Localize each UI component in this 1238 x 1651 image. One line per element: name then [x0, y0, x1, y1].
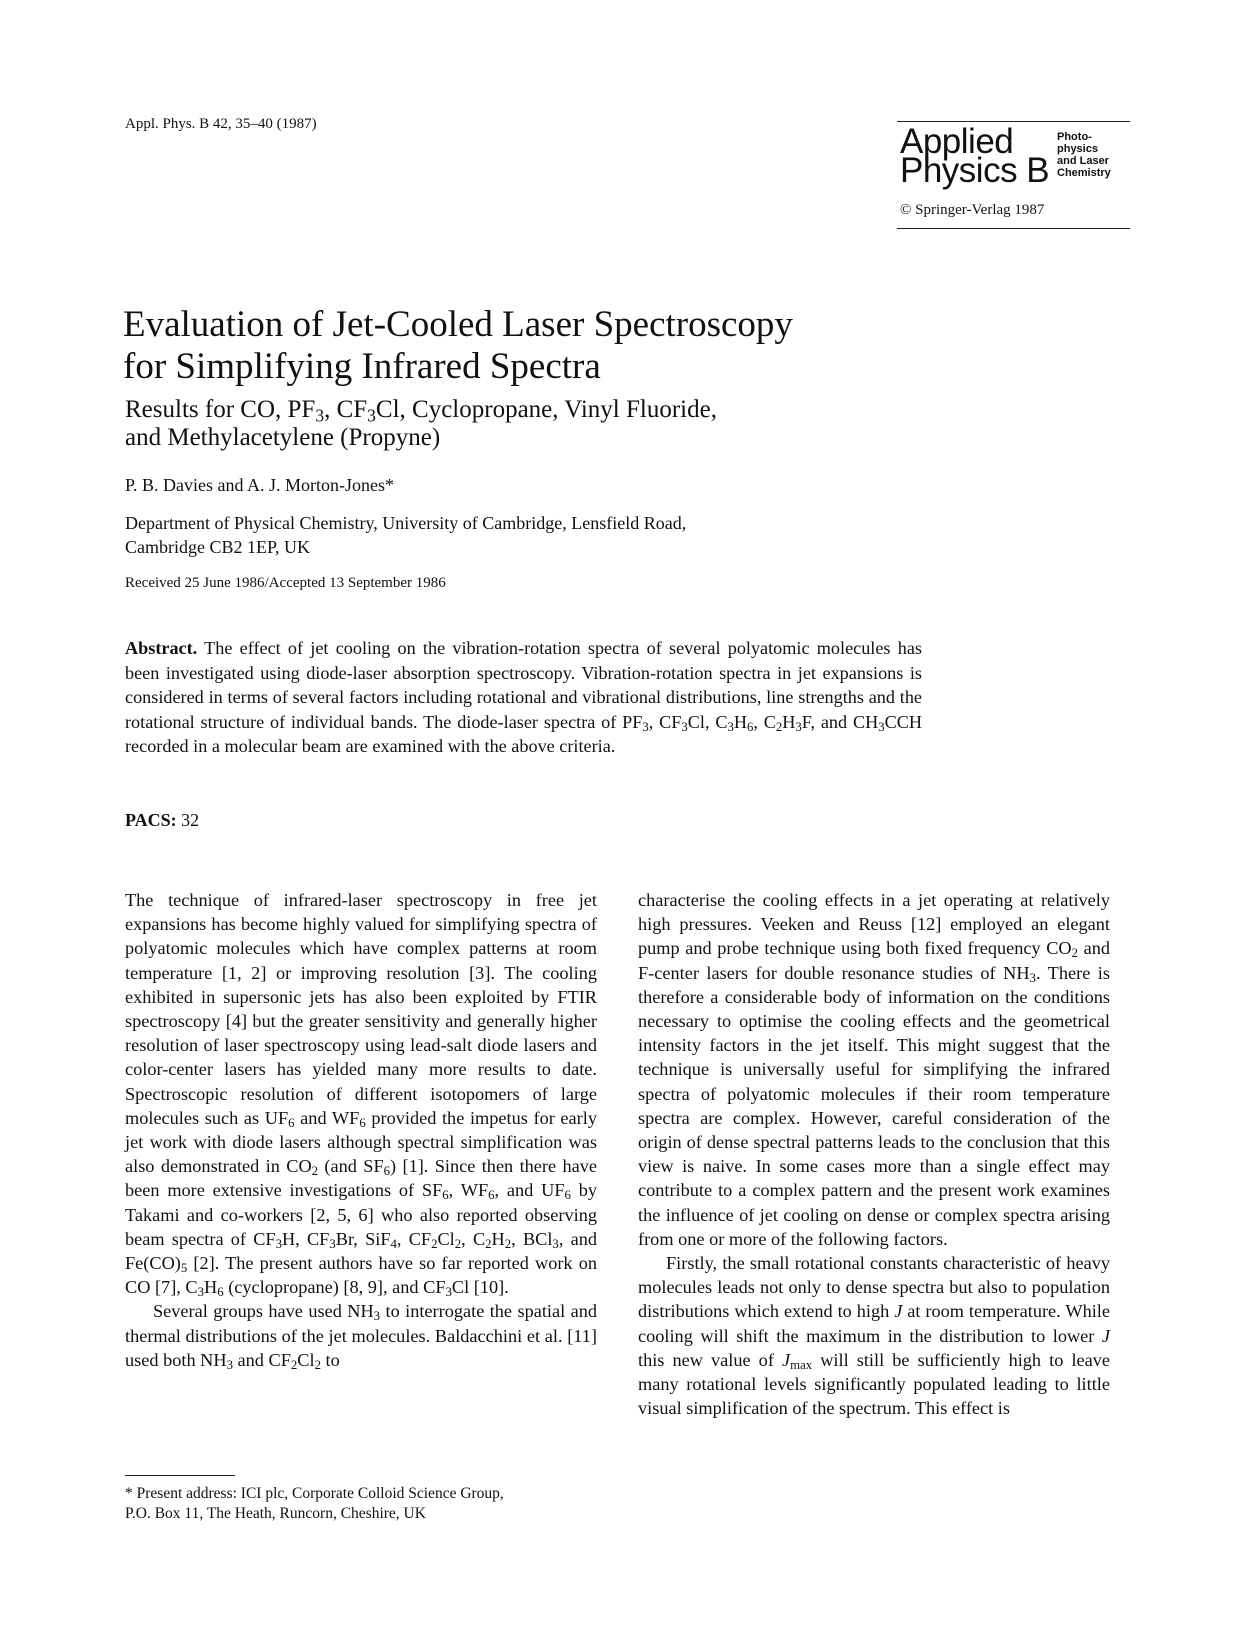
authors: P. B. Davies and A. J. Morton-Jones*: [125, 475, 394, 495]
footnote-line: P.O. Box 11, The Heath, Runcorn, Cheshire, UK: [125, 1505, 426, 1522]
paragraph: characterise the cooling effects in a jet operating at relatively high pressures. Veeken and Reuss [12] employed an elegant pump and probe technique using both fixed frequency $CO_2$ and F-center lasers for double resonance studies of $NH_3$. There is therefore a considerable body of information on the conditions necessary to optimise the cooling effects and the geometrical intensity factors in the jet itself. This might suggest that the technique is universally useful for simplifying the infrared spectra of polyatomic molecules if their room temperature spectra are complex. However, careful consideration of the origin of dense spectral patterns leads to the conclusion that this view is naive. In some cases more than a single effect may contribute to a complex pattern and the present work examines the influence of jet cooling on dense or complex spectra arising from one or more of the following factors.: [638, 890, 1110, 1249]
title-line: Evaluation of Jet-Cooled Laser Spectroscopy: [123, 304, 793, 345]
paragraph: Firstly, the small rotational constants characteristic of heavy molecules leads not only to dense spectra but also to population distributions which extend to high J at room temperature. While cooling will shift the maximum in the distribution to lower J this new value of $J_{max}$ will still be sufficiently high to leave many rotational levels significantly populated leading to little visual simplification of the spectrum. This effect is: [638, 1253, 1111, 1419]
affiliation-line: Cambridge CB2 1EP, UK: [125, 537, 311, 557]
affiliation: [125, 511, 885, 559]
received-dates: Received 25 June 1986/Accepted 13 September 1986: [125, 575, 446, 591]
copyright: © Springer-Verlag 1987: [900, 202, 1045, 218]
pacs-value: 32: [181, 810, 200, 830]
journal-name: [900, 122, 1050, 190]
title-line: for Simplifying Infrared Spectra: [123, 346, 601, 387]
journal-name-line2: Physics B: [900, 151, 1050, 190]
body-column-right: [638, 888, 1110, 1420]
citation: Appl. Phys. B 42, 35–40 (1987): [125, 116, 317, 132]
paper-subtitle: Results for CO, $PF_3$, $CF_3Cl$, Cyclopropane, Vinyl Fluoride, and Methylacetylene (Propyne): [125, 396, 717, 451]
body-column-left: [125, 888, 597, 1372]
journal-subtitle-line: Chemistry: [1057, 167, 1111, 179]
journal-subtitle: [1057, 131, 1111, 179]
abstract: Abstract. The effect of jet cooling on the vibration-rotation spectra of several polyatomic molecules has been investigated using diode-laser absorption spectroscopy. Vibration-rotation spectra in jet expansions is considered in terms of several factors including rotational and vibrational distributions, line strengths and the rotational structure of individual bands. The diode-laser spectra of $PF_3$, $CF_3Cl$, $C_3H_6$, $C_2H_3F$, and $CH_3CCH$ recorded in a molecular beam are examined with the above criteria.: [125, 638, 922, 756]
journal-subtitle-line: Photo-: [1057, 131, 1092, 143]
pacs: [125, 810, 199, 831]
paragraph: The technique of infrared-laser spectroscopy in free jet expansions has become highly valued for simplifying spectra of polyatomic molecules which have complex patterns at room temperature [1, 2] or improving resolution [3]. The cooling exhibited in supersonic jets has also been exploited by FTIR spectroscopy [4] but the greater sensitivity and generally higher resolution of laser spectroscopy using lead-salt diode lasers and color-center lasers has yielded many more results to date. Spectroscopic resolution of different isotopomers of large molecules such as $UF_6$ and $WF_6$ provided the impetus for early jet work with diode lasers although spectral simplification was also demonstrated in $CO_2$ (and $SF_6$) [1]. Since then there have been more extensive investigations of $SF_6$, $WF_6$, and $UF_6$ by Takami and co-workers [2, 5, 6] who also reported observing beam spectra of $CF_3H$, $CF_3Br$, SiF$_4$, $CF_2Cl_2$, $C_2H_2$, BCl$_3$, and $Fe(CO)_5$ [2]. The present authors have so far reported work on CO [7], $C_3H_6$ (cyclopropane) [8, 9], and $CF_3Cl$ [10].: [125, 890, 597, 1300]
journal-subtitle-line: and Laser: [1057, 155, 1109, 167]
affiliation-line: Department of Physical Chemistry, University of Cambridge, Lensfield Road,: [125, 513, 687, 533]
journal-subtitle-line: physics: [1057, 143, 1098, 155]
journal-logo: [897, 121, 1130, 229]
paper-title: [123, 304, 883, 388]
footnote-rule: [125, 1475, 235, 1476]
journal-name-line1: Applied: [900, 122, 1014, 161]
pacs-label: PACS:: [125, 810, 177, 830]
footnote-line: * Present address: ICI plc, Corporate Colloid Science Group,: [125, 1485, 504, 1502]
paragraph: Several groups have used $NH_3$ to interrogate the spatial and thermal distributions of the jet molecules. Baldacchini et al. [11] used both $NH_3$ and $CF_2Cl_2$ to: [125, 1301, 597, 1373]
footnote: [125, 1484, 597, 1524]
abstract-label: Abstract.: [125, 638, 198, 658]
